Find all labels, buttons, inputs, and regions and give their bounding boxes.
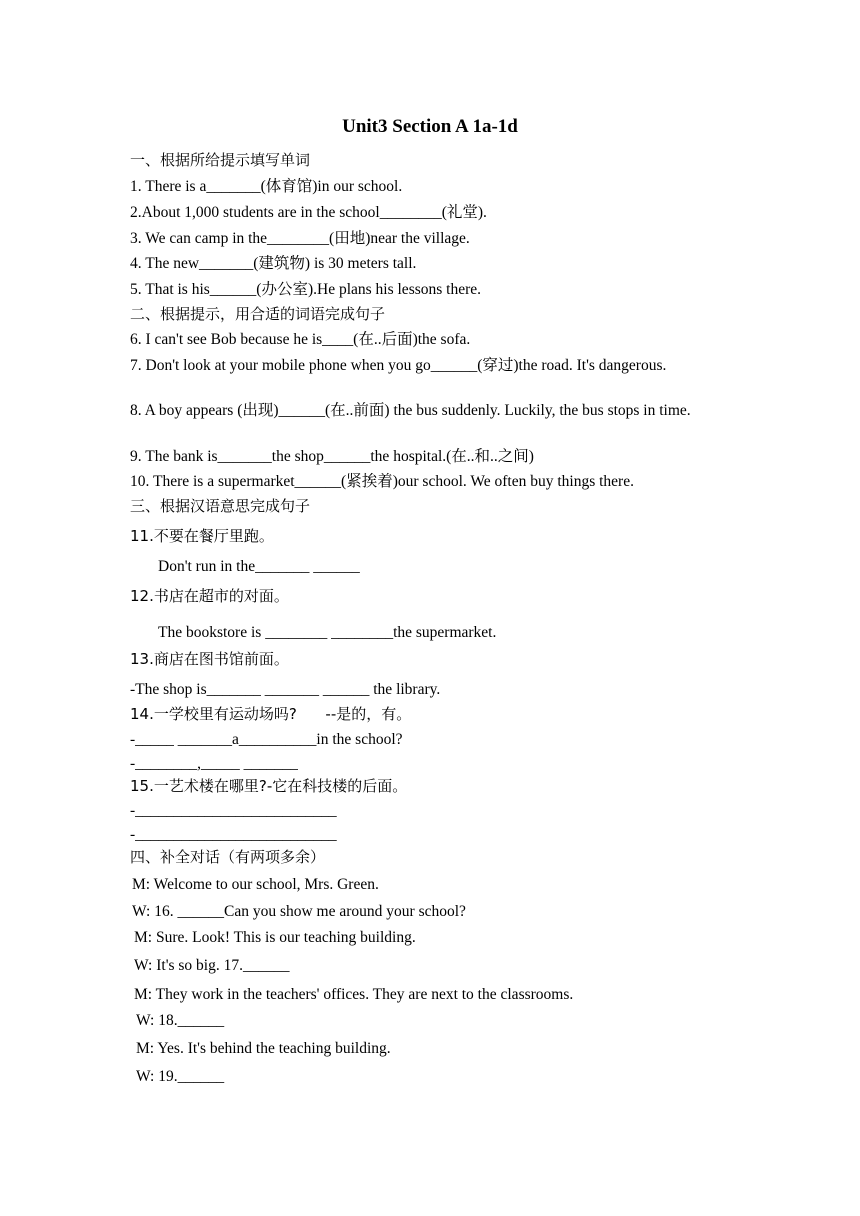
answer-14-reply: -________,_____ _______ — [130, 755, 298, 772]
question-10: 10. There is a supermarket______(紧挨着)our school. We often buy things there. — [130, 473, 634, 490]
question-5: 5. That is his______(办公室).He plans his lessons there. — [130, 281, 482, 298]
question-8: 8. A boy appears (出现)______(在..前面) the bus suddenly. Luckily, the bus stops in time. — [130, 402, 691, 419]
section-heading-2: 二、根据提示，用合适的词语完成句子 — [130, 305, 386, 323]
question-2: 2.About 1,000 students are in the school________(礼堂). — [130, 204, 487, 221]
dialogue-line-6: W: 18.______ — [136, 1012, 225, 1029]
question-9: 9. The bank is_______the shop______the hospital.(在..和..之间) — [130, 448, 534, 465]
question-6: 6. I can't see Bob because he is____(在..后面)the sofa. — [130, 331, 471, 348]
question-15: 15.一艺术楼在哪里?-它在科技楼的后面。 — [130, 777, 408, 795]
question-14: 14.一学校里有运动场吗? --是的，有。 — [130, 705, 412, 723]
answer-15-question: -__________________________ — [130, 802, 337, 819]
question-1: 1. There is a_______(体育馆)in our school. — [130, 178, 403, 195]
answer-11: Don't run in the_______ ______ — [158, 558, 360, 575]
dialogue-line-8: W: 19.______ — [136, 1068, 225, 1085]
question-13: 13.商店在图书馆前面。 — [130, 650, 289, 668]
dialogue-line-5: M: They work in the teachers' offices. They are next to the classrooms. — [134, 986, 574, 1003]
section-heading-1: 一、根据所给提示填写单词 — [130, 151, 311, 169]
section-heading-4: 四、补全对话（有两项多余） — [130, 848, 326, 866]
dialogue-line-3: M: Sure. Look! This is our teaching building. — [134, 929, 416, 946]
dialogue-line-7: M: Yes. It's behind the teaching building. — [136, 1040, 391, 1057]
answer-13: -The shop is_______ _______ ______ the library. — [130, 681, 441, 698]
question-7: 7. Don't look at your mobile phone when you go______(穿过)the road. It's dangerous. — [130, 357, 667, 374]
answer-14-question: -_____ _______a__________in the school? — [130, 731, 403, 748]
answer-15-reply: -__________________________ — [130, 826, 337, 843]
answer-12: The bookstore is ________ ________the supermarket. — [158, 624, 497, 641]
dialogue-line-2: W: 16. ______Can you show me around your school? — [132, 903, 466, 920]
question-12: 12.书店在超市的对面。 — [130, 587, 289, 605]
question-11: 11.不要在餐厅里跑。 — [130, 527, 274, 545]
question-4: 4. The new_______(建筑物) is 30 meters tall. — [130, 255, 417, 272]
dialogue-line-4: W: It's so big. 17.______ — [134, 957, 290, 974]
dialogue-line-1: M: Welcome to our school, Mrs. Green. — [132, 876, 379, 893]
worksheet-title: Unit3 Section A 1a-1d — [342, 116, 518, 137]
question-3: 3. We can camp in the________(田地)near the village. — [130, 230, 470, 247]
section-heading-3: 三、根据汉语意思完成句子 — [130, 497, 311, 515]
